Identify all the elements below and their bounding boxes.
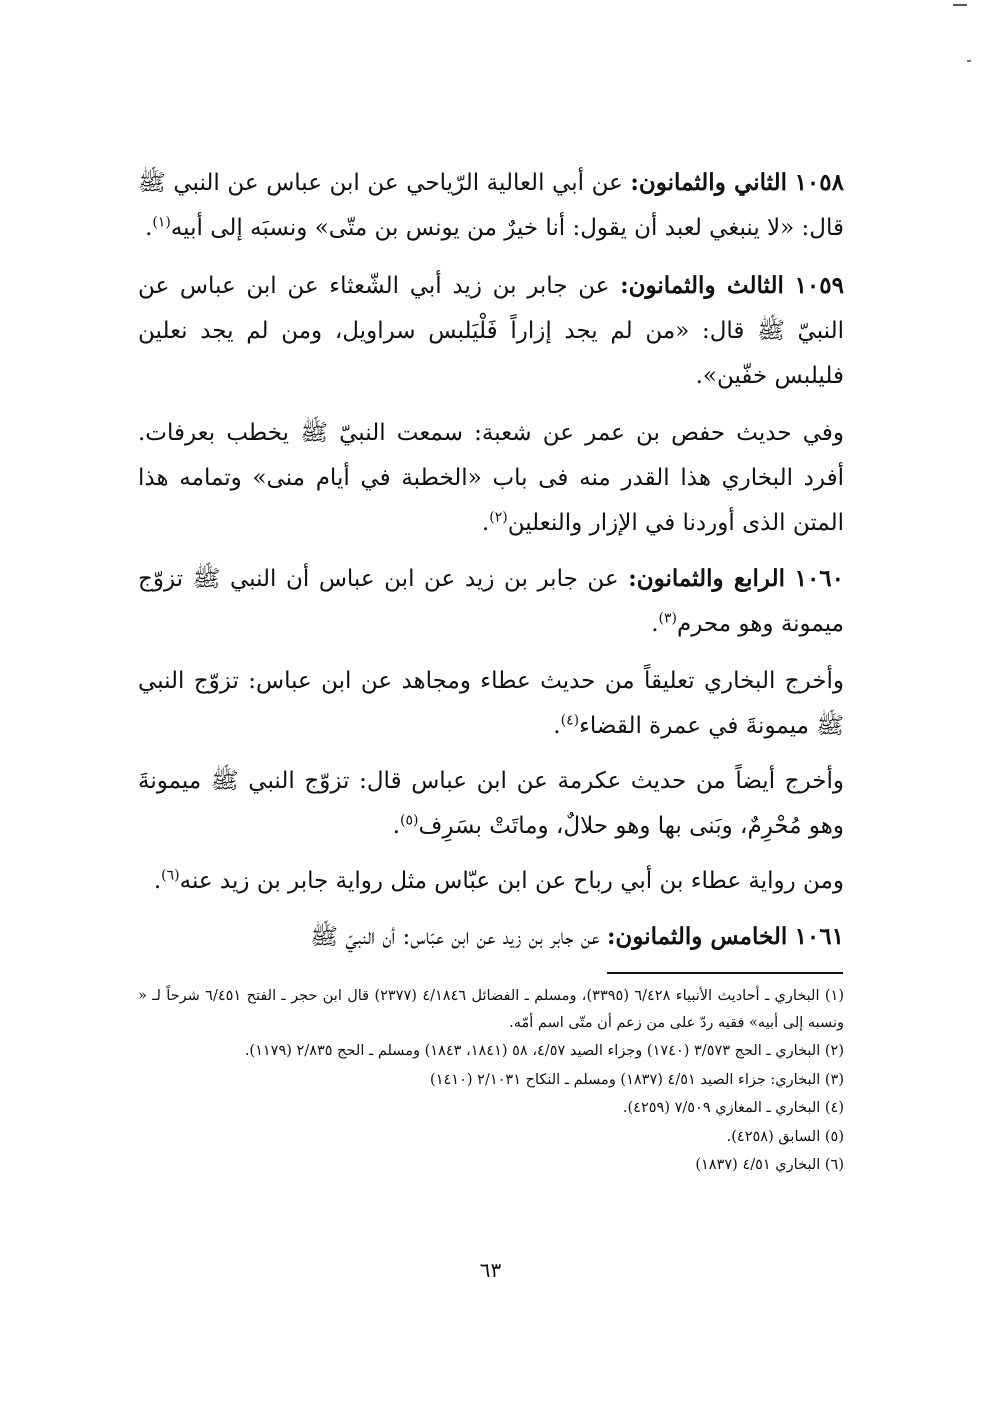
paragraph-1059 xyxy=(138,263,844,399)
paragraph-end: . xyxy=(553,713,561,739)
footnotes xyxy=(138,983,844,1181)
paragraph-text: ومن رواية عطاء بن أبي رباح عن ابن عبّاس مثل رواية جابر بن زيد عنه xyxy=(179,868,844,894)
paragraph-1060 xyxy=(138,556,844,647)
paragraph-text: وأخرج البخاري تعليقاً من حديث عطاء ومجاهد عن ابن عباس: تزوّج النبي ﷺ ميمونةَ في عمرة القضاء xyxy=(138,668,844,739)
footnote: (٥) السابق (٤٢٥٨). xyxy=(726,1128,844,1145)
paragraph-text: عن أبي العالية الرّياحي عن ابن عباس عن النبي ﷺ قال: «لا ينبغي لعبد أن يقول: أنا خيرٌ من يونس بن متّى» ونسبَه إلى أبيه xyxy=(138,170,844,241)
paragraph-ata-rabah xyxy=(138,859,844,904)
scan-mark xyxy=(953,4,967,6)
paragraph-text: عن جابر بن زيد عن ابن عبّاس: أن النبيّ ﷺ xyxy=(310,924,600,950)
footnote-ref: (٢) xyxy=(489,509,508,526)
footnote-ref: (٣) xyxy=(658,610,677,627)
footnote: (٤) البخاري ـ المغازي ٧/٥٠٩ (٤٢٥٩). xyxy=(622,1100,844,1116)
paragraph-hafs xyxy=(138,411,844,546)
footnote: (١) البخاري ـ أحاديث الأنبياء ٦/٤٢٨ (٣٣٩٥)، ومسلم ـ الفضائل ٤/١٨٤٦ (٢٣٧٧) قال ابن حجر ـ الفتح ٦/٤٥١ شرحاً لـ « ونسبه إلى أبيه» فقيه ردّ على من زعم أن متّى اسم أمّه. xyxy=(138,988,844,1031)
paragraph-text: عن جابر بن زيد عن ابن عباس أن النبي ﷺ تزوّج ميمونة وهو محرم xyxy=(138,566,844,637)
hadith-heading: الخامس والثمانون: xyxy=(606,923,788,950)
footnote-ref: (٦) xyxy=(161,867,180,884)
hadith-number: ١٠٦٠ xyxy=(794,565,845,592)
paragraph-end: . xyxy=(695,363,703,389)
paragraph-1061 xyxy=(138,914,844,960)
paragraph-text: وفي حديث حفص بن عمر عن شعبة: سمعت النبيّ ﷺ يخطب بعرفات. أفرد البخاري هذا القدر منه فى باب «الخطبة في أيام منى» وتمامه هذا المتن الذى أوردنا في الإزار والنعلين xyxy=(138,420,844,536)
paragraph-ata-mujahid xyxy=(138,659,844,749)
page-number: ٦٣ xyxy=(479,1258,502,1282)
hadith-number: ١٠٦١ xyxy=(794,923,844,950)
footnote-ref: (٥) xyxy=(400,812,419,829)
footnote-separator xyxy=(607,972,843,974)
paragraph-end: . xyxy=(145,215,153,241)
paragraph-ikrima xyxy=(138,759,844,849)
paragraph-1058 xyxy=(138,160,844,251)
paragraph-end: . xyxy=(392,813,401,839)
footnote: (٣) البخاري: جزاء الصيد ٤/٥١ (١٨٣٧) ومسلم ـ النكاح ٢/١٠٣١ (١٤١٠) xyxy=(430,1071,844,1088)
main-text xyxy=(138,160,844,972)
footnote: (٢) البخاري ـ الحج ٣/٥٧٣ (١٧٤٠) وجزاء الصيد ٤/٥٧، ٥٨ (١٨٤١، ١٨٤٣) ومسلم ـ الحج ٢/٨٣٥ (١١٧٩). xyxy=(244,1043,844,1059)
footnote-ref: (٤) xyxy=(560,712,580,729)
hadith-heading: الرابع والثمانون: xyxy=(628,565,786,592)
hadith-number: ١٠٥٩ xyxy=(794,272,844,299)
paragraph-text: عن جابر بن زيد أبي الشّعثاء عن ابن عباس عن النبيّ ﷺ قال: «من لم يجد إزاراً فَلْيَلبس سراويل، ومن لم يجد نعلين فليلبس خفّين» xyxy=(138,273,844,389)
paragraph-end: . xyxy=(481,510,490,536)
hadith-heading: الثالث والثمانون: xyxy=(620,272,784,299)
paragraph-text: وأخرج أيضاً من حديث عكرمة عن ابن عباس قال: تزوّج النبي ﷺ ميمونةَ وهو مُحْرِمٌ، وبَنى بها وهو حلالٌ، وماتَتْ بسَرِف xyxy=(138,768,844,839)
footnote-ref: (١) xyxy=(152,214,171,231)
paragraph-end: . xyxy=(153,868,162,894)
scan-mark xyxy=(967,60,971,62)
hadith-number: ١٠٥٨ xyxy=(794,169,844,196)
hadith-heading: الثاني والثمانون: xyxy=(630,169,787,196)
paragraph-end: . xyxy=(651,611,659,637)
footnote: (٦) البخاري ٤/٥١ (١٨٣٧) xyxy=(695,1157,844,1173)
